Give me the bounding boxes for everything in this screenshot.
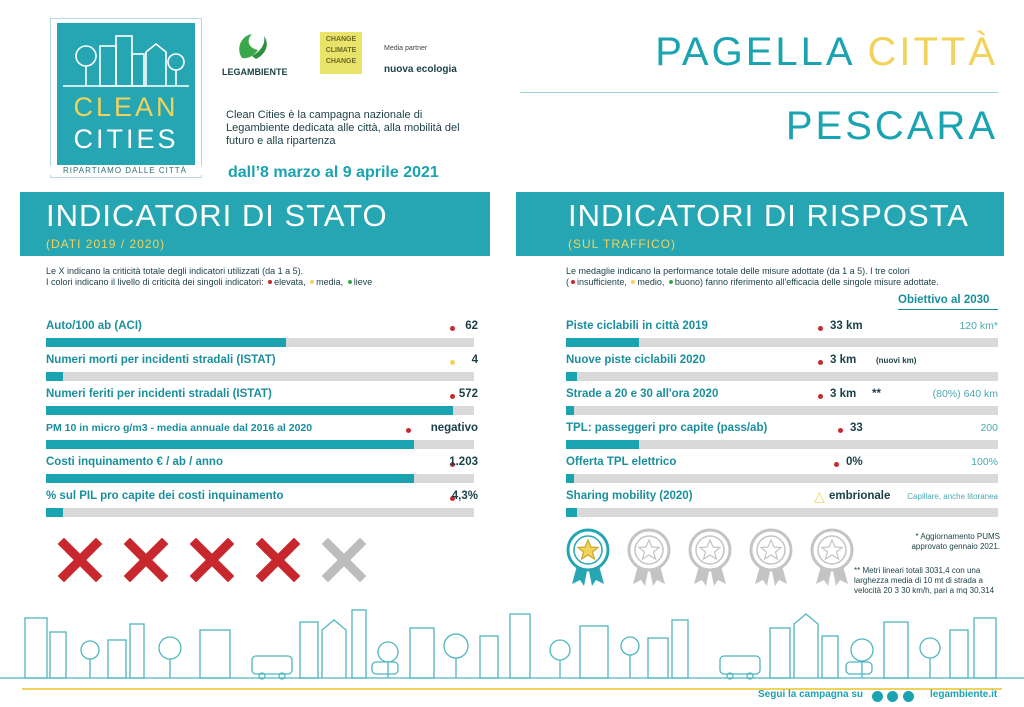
risposta-indicator-track (566, 372, 998, 381)
risposta-indicator-track (566, 440, 998, 449)
legambiente-text: LEGAMBIENTE (222, 67, 288, 77)
stato-indicator-fill (46, 440, 414, 449)
legend-elevata: elevata, (274, 277, 306, 287)
severity-dot-icon (450, 360, 455, 365)
stato-subtitle: (DATI 2019 / 2020) (46, 237, 166, 251)
stato-indicator-fill (46, 338, 286, 347)
green-dot-icon (348, 280, 352, 284)
stato-note-line2 (46, 277, 486, 288)
green-dot-icon (669, 280, 673, 284)
risposta-indicator-fill (566, 338, 639, 347)
social-icons (872, 689, 914, 707)
stato-note (46, 266, 486, 288)
risposta-note-suffix: fanno riferimento all'efficacia delle singole misure adottate. (702, 277, 939, 287)
stato-indicator-label: PM 10 in micro g/m3 - media annuale dal 2016 al 2020 (46, 422, 313, 434)
title-main: PAGELLA (655, 30, 868, 74)
stato-indicator-track (46, 508, 474, 517)
ccc-line-2: CLIMATE (325, 47, 357, 54)
red-dot-icon (268, 280, 272, 284)
triangle-icon: △ (814, 488, 825, 504)
goal-header: Obiettivo al 2030 (898, 294, 990, 306)
stato-indicator-label: Numeri feriti per incidenti stradali (ISTAT) (46, 388, 272, 400)
city-name: PESCARA (785, 104, 998, 148)
risposta-goal-value: 100% (971, 456, 998, 468)
severity-dot-icon (406, 428, 411, 433)
red-x-icon (124, 538, 168, 582)
legend-medio: medio, (637, 277, 665, 287)
goal-underline (898, 309, 998, 310)
intro-text: Clean Cities è la campagna nazionale di Legambiente dedicata alle città, alla mobilità del futuro e alla ripartenza (226, 109, 460, 147)
red-x-icon (58, 538, 102, 582)
stato-indicator-track (46, 406, 474, 415)
risposta-indicator-value: embrionale (829, 490, 891, 502)
stato-note-line1: Le X indicano la criticità totale degli indicatori utilizzati (da 1 a 5). (46, 266, 304, 276)
yellow-dot-icon (310, 280, 314, 284)
stato-indicator-track (46, 338, 474, 347)
risposta-indicator-value: 3 km (830, 388, 857, 400)
risposta-indicator-value: 33 (850, 422, 863, 434)
red-dot-icon (571, 280, 575, 284)
stato-indicator-label: % sul PIL pro capite dei costi inquinamento (46, 490, 284, 502)
severity-dot-icon (450, 326, 455, 331)
risposta-indicator-track (566, 338, 998, 347)
risposta-indicator-fill (566, 474, 574, 483)
red-x-icon (190, 538, 234, 582)
risposta-band (516, 192, 1004, 256)
cityscape-illustration (0, 600, 1024, 688)
risposta-indicator-track (566, 508, 998, 517)
ccc-line-3: CHANGE (325, 58, 357, 65)
risposta-goal-value: Capillare, anche litoranea (907, 492, 998, 501)
severity-dot-icon (450, 394, 455, 399)
stato-indicator-value: negativo (430, 422, 478, 434)
stato-indicator-fill (46, 508, 63, 517)
logo-clean-text: CLEAN (73, 92, 179, 122)
risposta-goal-value: 200 (980, 422, 998, 434)
risposta-indicator-fill (566, 372, 577, 381)
risposta-indicator-value: 0% (846, 456, 863, 468)
performance-dot-icon (818, 394, 823, 399)
title-accent: CITTÀ (867, 30, 998, 74)
risposta-indicator-fill (566, 508, 577, 517)
stato-indicator-label: Costi inquinamento € / ab / anno (46, 456, 223, 468)
risposta-indicator-track (566, 474, 998, 483)
stato-indicator-value: 1.203 (449, 456, 478, 468)
clean-cities-logo (57, 23, 195, 165)
legambiente-logo (222, 30, 288, 78)
stato-title: INDICATORI DI STATO (46, 198, 388, 233)
legend-insufficiente: insufficiente, (577, 277, 627, 287)
grey-medal-icon (749, 528, 793, 586)
risposta-indicator-extra: ** (872, 388, 881, 400)
stato-indicator-label: Auto/100 ab (ACI) (46, 320, 142, 332)
stato-indicator-track (46, 440, 474, 449)
stato-indicator-track (46, 474, 474, 483)
twitter-icon[interactable] (887, 691, 898, 702)
page-title (655, 30, 998, 75)
risposta-indicator-value: 33 km (830, 320, 863, 332)
grey-x-icon (322, 538, 366, 582)
campaign-dates: dall’8 marzo al 9 aprile 2021 (228, 164, 439, 181)
stato-indicator-fill (46, 474, 414, 483)
risposta-indicator-label: Sharing mobility (2020) (566, 490, 693, 502)
risposta-indicator-extra: (nuovi km) (876, 356, 917, 365)
footer-site-link[interactable]: legambiente.it (930, 689, 998, 700)
legend-buono: buono) (674, 277, 703, 287)
risposta-indicator-label: Piste ciclabili in città 2019 (566, 320, 708, 332)
risposta-subtitle: (SUL TRAFFICO) (568, 237, 677, 251)
gold-medal-icon (566, 528, 610, 586)
performance-dot-icon (818, 326, 823, 331)
risposta-note (566, 266, 1002, 288)
stato-indicator-value: 572 (458, 388, 478, 400)
logo-tagline: RIPARTIAMO DALLE CITTÀ (48, 166, 202, 175)
stato-indicator-label: Numeri morti per incidenti stradali (ISTAT) (46, 354, 276, 366)
media-partner-label: Media partner (384, 45, 428, 52)
legend-lieve: lieve (353, 277, 373, 287)
risposta-note-line2 (566, 277, 1002, 288)
performance-dot-icon (834, 462, 839, 467)
yellow-dot-icon (631, 280, 635, 284)
stato-note-line2-text: I colori indicano il livello di criticità dei singoli indicatori: (46, 277, 264, 287)
performance-dot-icon (818, 360, 823, 365)
stato-band (20, 192, 490, 256)
footnote-pums: * Aggiornamento PUMS approvato gennaio 2021. (911, 532, 1000, 551)
grey-medal-icon (688, 528, 732, 586)
risposta-goal-value: (80%) 640 km (932, 388, 998, 400)
city-skyline-icon (58, 24, 194, 94)
instagram-icon[interactable] (903, 691, 914, 702)
red-x-icon (256, 538, 300, 582)
note-paren: ( (566, 277, 569, 287)
stato-indicator-value: 4 (471, 354, 478, 366)
risposta-indicator-label: TPL: passeggeri pro capite (pass/ab) (566, 422, 768, 434)
stato-indicator-track (46, 372, 474, 381)
change-climate-change-logo (320, 32, 362, 74)
footnote-strade: ** Metri lineari totali 3031,4 con una larghezza media di 10 mt di strada a velocità 20 3 30 km/h, pari a mq 30.314 (854, 566, 995, 595)
legend-media: media, (316, 277, 344, 287)
footer-follow: Segui la campagna su (758, 689, 864, 700)
swan-icon (222, 30, 280, 62)
performance-dot-icon (838, 428, 843, 433)
facebook-icon[interactable] (872, 691, 883, 702)
risposta-title: INDICATORI DI RISPOSTA (568, 198, 969, 233)
grey-medal-icon (627, 528, 671, 586)
stato-indicator-fill (46, 406, 453, 415)
risposta-indicator-value: 3 km (830, 354, 857, 366)
risposta-indicator-fill (566, 406, 574, 415)
logo-cities-text: CITIES (73, 124, 179, 154)
stato-indicator-value: 62 (465, 320, 478, 332)
risposta-indicator-label: Nuove piste ciclabili 2020 (566, 354, 706, 366)
grey-medal-icon (810, 528, 854, 586)
stato-indicator-value: 4,3% (451, 490, 478, 502)
stato-indicator-fill (46, 372, 63, 381)
risposta-indicator-label: Offerta TPL elettrico (566, 456, 677, 468)
risposta-note-line1: Le medaglie indicano la performance totale delle misure adottate (da 1 a 5). I tre colori (566, 266, 910, 276)
risposta-indicator-fill (566, 440, 639, 449)
risposta-indicator-label: Strade a 20 e 30 all'ora 2020 (566, 388, 719, 400)
risposta-indicator-track (566, 406, 998, 415)
risposta-goal-value: 120 km* (959, 320, 998, 332)
title-divider (520, 92, 998, 93)
ccc-line-1: CHANGE (325, 36, 357, 43)
media-partner-name: nuova ecologia (384, 64, 457, 75)
